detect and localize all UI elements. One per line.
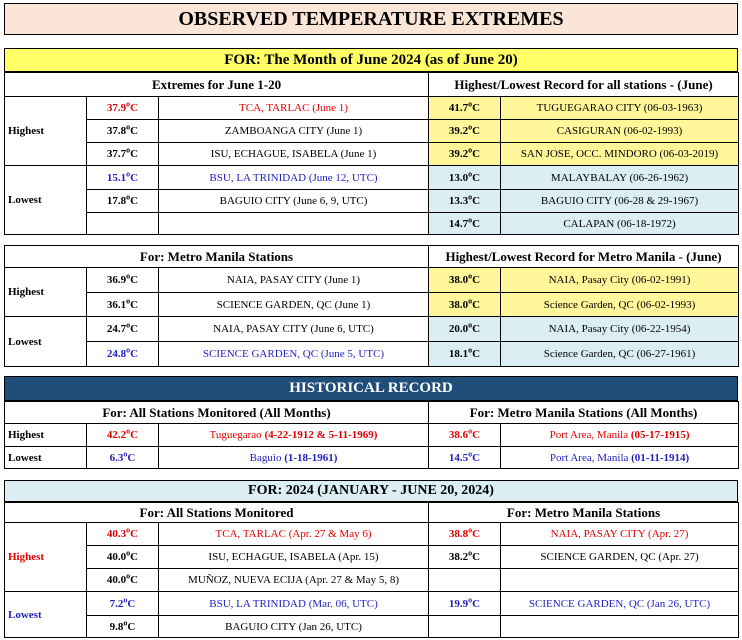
record-temp: 39.2$^o$C — [429, 143, 501, 166]
record-station: Science Garden, QC (06-27-1961) — [501, 342, 739, 367]
highest-label: Highest — [5, 424, 87, 447]
historical-table — [4, 401, 739, 469]
record-temp: 41.7$^o$C — [429, 97, 501, 120]
lowest-label: Lowest — [5, 592, 87, 638]
temp-value: 15.1$^o$C — [87, 166, 159, 190]
june-right-header: Highest/Lowest Record for all stations - (June) — [429, 73, 739, 97]
empty-cell — [159, 213, 429, 235]
historical-title: HISTORICAL RECORD — [4, 376, 738, 401]
record-temp: 20.0$^o$C — [429, 317, 501, 342]
temp-value: 40.3$^o$C — [87, 523, 159, 546]
manila-june-table — [4, 245, 739, 367]
lowest-label: Lowest — [5, 166, 87, 235]
lowest-label: Lowest — [5, 317, 87, 367]
record-station: Science Garden, QC (06-02-1993) — [501, 293, 739, 317]
empty-cell — [87, 213, 159, 235]
temp-value: 36.1$^o$C — [87, 293, 159, 317]
station-cell: SCIENCE GARDEN, QC (June 5, UTC) — [159, 342, 429, 367]
year-left-header: For: All Stations Monitored — [5, 503, 429, 523]
record-temp: 38.0$^o$C — [429, 268, 501, 293]
record-temp: 38.2$^o$C — [429, 546, 501, 569]
station-cell: TCA, TARLAC (Apr. 27 & May 6) — [159, 523, 429, 546]
station-cell: BSU, LA TRINIDAD (Mar. 06, UTC) — [159, 592, 429, 616]
historical-left-header: For: All Stations Monitored (All Months) — [5, 402, 429, 424]
temp-value: 37.8$^o$C — [87, 120, 159, 143]
highest-label: Highest — [5, 97, 87, 166]
station-cell: MUÑOZ, NUEVA ECIJA (Apr. 27 & May 5, 8) — [159, 569, 429, 592]
page-title: OBSERVED TEMPERATURE EXTREMES — [4, 3, 738, 35]
year-right-header: For: Metro Manila Stations — [429, 503, 739, 523]
temp-value: 7.2$^o$C — [87, 592, 159, 616]
station-cell: NAIA, PASAY CITY (June 6, UTC) — [159, 317, 429, 342]
empty-cell — [429, 616, 501, 638]
record-station: MALAYBALAY (06-26-1962) — [501, 166, 739, 190]
record-station: SCIENCE GARDEN, QC (Jan 26, UTC) — [501, 592, 739, 616]
record-station: SAN JOSE, OCC. MINDORO (06-03-2019) — [501, 143, 739, 166]
temp-value: 24.7$^o$C — [87, 317, 159, 342]
station-cell: TCA, TARLAC (June 1) — [159, 97, 429, 120]
record-temp: 39.2$^o$C — [429, 120, 501, 143]
month-bar: FOR: The Month of June 2024 (as of June 20) — [4, 48, 738, 72]
temp-value: 37.9$^o$C — [87, 97, 159, 120]
record-temp: 14.7$^o$C — [429, 213, 501, 235]
station-cell: Tuguegarao (4-22-1912 & 5-11-1969) — [159, 424, 429, 447]
temp-value: 40.0$^o$C — [87, 546, 159, 569]
temp-value: 24.8$^o$C — [87, 342, 159, 367]
empty-cell — [501, 616, 739, 638]
station-cell: ISU, ECHAGUE, ISABELA (June 1) — [159, 143, 429, 166]
record-station: Port Area, Manila (01-11-1914) — [501, 447, 739, 469]
record-temp: 38.0$^o$C — [429, 293, 501, 317]
temp-value: 6.3$^o$C — [87, 447, 159, 469]
station-cell: Baguio (1-18-1961) — [159, 447, 429, 469]
record-station: CALAPAN (06-18-1972) — [501, 213, 739, 235]
station-cell: NAIA, PASAY CITY (June 1) — [159, 268, 429, 293]
lowest-label: Lowest — [5, 447, 87, 469]
empty-cell — [429, 569, 501, 592]
historical-right-header: For: Metro Manila Stations (All Months) — [429, 402, 739, 424]
record-station: NAIA, PASAY CITY (Apr. 27) — [501, 523, 739, 546]
record-temp: 13.0$^o$C — [429, 166, 501, 190]
record-temp: 18.1$^o$C — [429, 342, 501, 367]
station-cell: ISU, ECHAGUE, ISABELA (Apr. 15) — [159, 546, 429, 569]
highest-label: Highest — [5, 523, 87, 592]
record-station: NAIA, Pasay City (06-02-1991) — [501, 268, 739, 293]
temp-value: 9.8$^o$C — [87, 616, 159, 638]
highest-label: Highest — [5, 268, 87, 317]
record-temp: 38.6$^o$C — [429, 424, 501, 447]
temp-value: 42.2$^o$C — [87, 424, 159, 447]
year-2024-title: FOR: 2024 (JANUARY - JUNE 20, 2024) — [4, 480, 738, 502]
record-station: SCIENCE GARDEN, QC (Apr. 27) — [501, 546, 739, 569]
station-cell: BAGUIO CITY (June 6, 9, UTC) — [159, 190, 429, 213]
record-temp: 13.3$^o$C — [429, 190, 501, 213]
manila-left-header: For: Metro Manila Stations — [5, 246, 429, 268]
empty-cell — [501, 569, 739, 592]
record-station: NAIA, Pasay City (06-22-1954) — [501, 317, 739, 342]
record-temp: 19.9$^o$C — [429, 592, 501, 616]
temp-value: 17.8$^o$C — [87, 190, 159, 213]
june-left-header: Extremes for June 1-20 — [5, 73, 429, 97]
june-extremes-table — [4, 72, 739, 235]
temp-value: 36.9$^o$C — [87, 268, 159, 293]
station-cell: BSU, LA TRINIDAD (June 12, UTC) — [159, 166, 429, 190]
station-cell: BAGUIO CITY (Jan 26, UTC) — [159, 616, 429, 638]
year-2024-table — [4, 502, 739, 638]
record-temp: 38.8$^o$C — [429, 523, 501, 546]
record-station: Port Area, Manila (05-17-1915) — [501, 424, 739, 447]
temp-value: 40.0$^o$C — [87, 569, 159, 592]
station-cell: SCIENCE GARDEN, QC (June 1) — [159, 293, 429, 317]
station-cell: ZAMBOANGA CITY (June 1) — [159, 120, 429, 143]
manila-right-header: Highest/Lowest Record for Metro Manila - (June) — [429, 246, 739, 268]
record-station: TUGUEGARAO CITY (06-03-1963) — [501, 97, 739, 120]
temp-value: 37.7$^o$C — [87, 143, 159, 166]
record-station: CASIGURAN (06-02-1993) — [501, 120, 739, 143]
record-station: BAGUIO CITY (06-28 & 29-1967) — [501, 190, 739, 213]
record-temp: 14.5$^o$C — [429, 447, 501, 469]
